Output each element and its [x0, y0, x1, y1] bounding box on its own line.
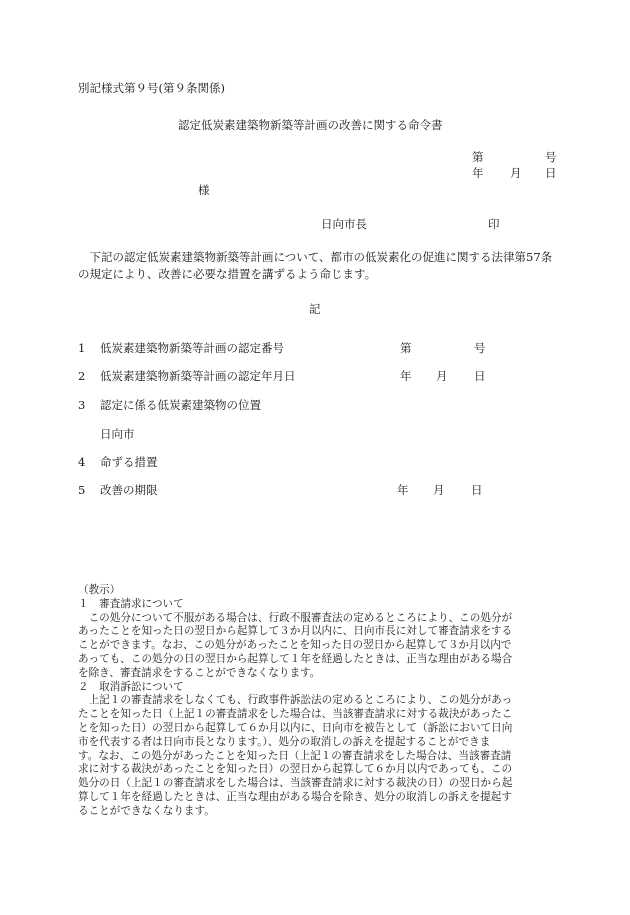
item-label: 低炭素建築物新築等計画の認定番号 [100, 341, 284, 355]
instruction-line: たことを知った日（上記１の審査請求をした場合は、当該審査請求に対する裁決があったこ [78, 708, 513, 721]
issuer-seal: 印 [488, 217, 500, 231]
instruction-line: 処分の日（上記１の審査請求をした場合は、当該審査請求に対する裁決の日）の翌日から起 [78, 777, 513, 790]
instruction-block [78, 584, 552, 819]
ki-label: 記 [309, 302, 321, 316]
instruction-line: 求に対する裁決があったことを知った日）の翌日から起算して６か月以内であっても、この [78, 763, 513, 776]
instruction-line: あっても、この処分の日の翌日から起算して１年を経過したときは、正当な理由がある場合 [78, 652, 513, 665]
doc-date-month: 月 [510, 166, 522, 180]
addressee-suffix: 様 [198, 183, 210, 197]
item-label: 認定に係る低炭素建築物の位置 [100, 398, 261, 412]
instruction-line: ることができなくなります。 [78, 804, 215, 817]
instruction-section-title: ２ 取消訴訟について [78, 680, 184, 693]
instruction-line: す。なお、この処分があったことを知った日（上記１の審査請求をした場合は、当該審査請 [78, 749, 512, 762]
form-label: 別記様式第９号(第９条関係) [78, 81, 225, 95]
instruction-heading: （教示） [78, 584, 121, 596]
item-day: 日 [471, 483, 483, 497]
document-title: 認定低炭素建築物新築等計画の改善に関する命令書 [178, 118, 443, 132]
item-label: 低炭素建築物新築等計画の認定年月日 [100, 369, 296, 383]
instruction-section-title: １ 審査請求について [78, 597, 184, 610]
item-number: 2 [78, 369, 86, 383]
doc-number-suffix: 号 [545, 150, 557, 164]
instruction-line: 算して１年を経過したときは、正当な理由がある場合を除き、処分の取消しの訴えを提起す [78, 790, 512, 803]
instruction-line: この処分について不服がある場合は、行政不服審査法の定めるところにより、この処分が [88, 611, 513, 624]
item-label: 命ずる措置 [100, 455, 158, 469]
doc-date-year: 年 [472, 166, 484, 180]
item-number: 3 [78, 398, 86, 412]
instruction-line: ことができます。なお、この処分があったことを知った日の翌日から起算して３か月以内で [78, 639, 512, 652]
instruction-line: 市を代表する者は日向市長となります。）、処分の取消しの訴えを提起することができま [78, 735, 491, 748]
item-month: 月 [433, 483, 445, 497]
instruction-line: とを知った日）の翌日から起算して６か月以内に、日向市を被告として（訴訟において日向 [78, 721, 513, 734]
item-number: 5 [78, 483, 86, 497]
instruction-line: あったことを知った日の翌日から起算して３か月以内に、日向市長に対して審査請求をする [78, 625, 513, 638]
item-month: 月 [436, 369, 448, 383]
instruction-line: を除き、審査請求をすることができなくなります。 [78, 666, 321, 679]
item-year: 年 [397, 483, 409, 497]
intro-paragraph: 下記の認定低炭素建築物新築等計画について、都市の低炭素化の促進に関する法律第57条の規定により、改善に必要な措置を講ずるよう命じます。 [78, 250, 553, 281]
item-value-prefix: 第 [400, 341, 412, 355]
doc-number-prefix: 第 [472, 150, 484, 164]
item-day: 日 [474, 369, 486, 383]
item-location: 日向市 [100, 427, 135, 441]
doc-date-day: 日 [545, 166, 557, 180]
item-number: 1 [78, 341, 86, 355]
item-value-suffix: 号 [474, 341, 486, 355]
instruction-line: 上記１の審査請求をしなくても、行政事件訴訟法の定めるところにより、この処分があっ [88, 694, 513, 707]
item-label: 改善の期限 [100, 483, 158, 497]
item-year: 年 [400, 369, 412, 383]
issuer-name: 日向市長 [321, 217, 367, 231]
item-number: 4 [78, 455, 86, 469]
